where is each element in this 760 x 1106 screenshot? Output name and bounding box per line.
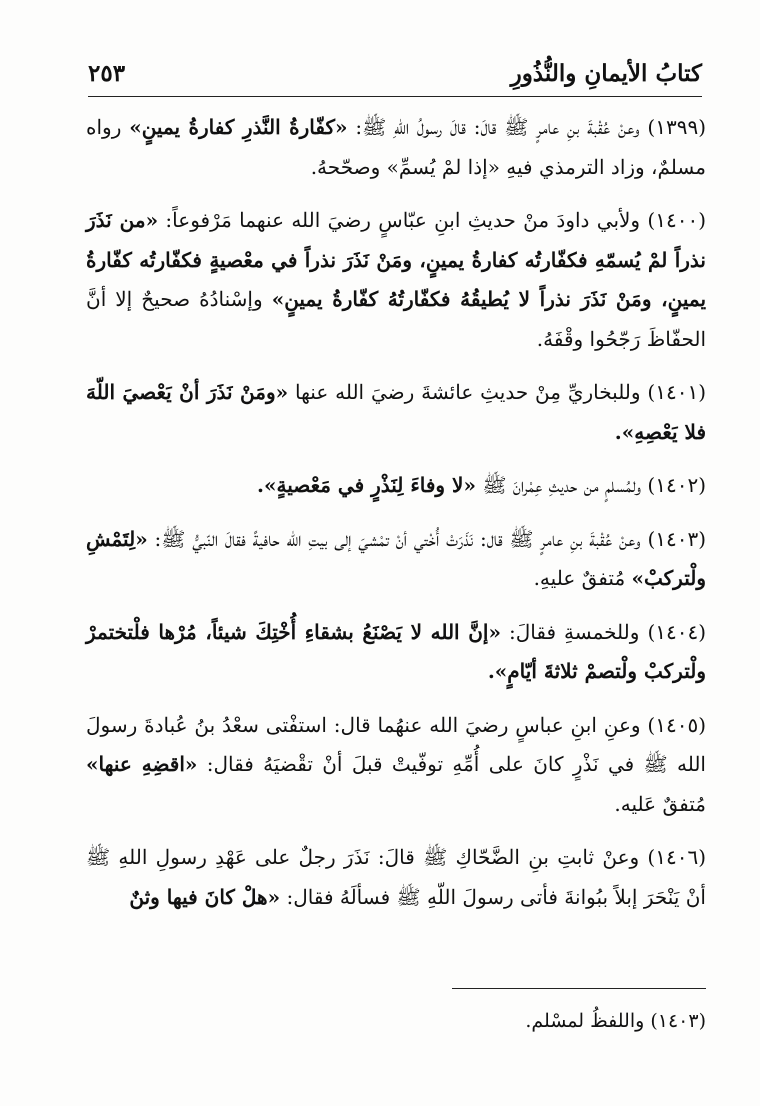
hadith-quote: «من نَذَرَ نذراً لمْ يُسمّهِ فكفّارتُه كفارةُ يمينٍ، ومَنْ نَذَرَ نذراً في معْصيةٍ فكفّارتُه كفّارةُ يمينٍ، ومَنْ نَذَرَ نذراً لا يُطيقُهُ فكفّارتُهُ كفّارةُ يمينٍ» [86,208,707,311]
hadith-tail: مُتفقٌ عَليه. [614,791,706,816]
hadith-number: (١٤٠٤) [647,619,707,644]
hadith-quote: «هلْ كانَ فيها وثنٌ [129,884,281,909]
hadith-text: وللخمسةِ فقالَ: [508,619,640,644]
running-header [88,56,702,97]
hadith-text: وعنْ ثابتِ بنِ الضَّحّاكِ ﷺ قالَ: نَذَرَ رجلٌ على عَهْدِ رسولِ اللهِ ﷺ أنْ يَنْحَرَ إبلاً ببُوانةَ فأتى رسولَ اللّهِ ﷺ فسألَهُ فقال: [86,845,706,909]
hadith-paragraph-1401 [86,373,706,452]
hadith-text: وعنْ عُقْبةَ بنِ عامرٍ ﷺ قال: نَذَرَتْ أُخْتي أنْ تمْشيَ إلى بيتِ الله حافيةً فقالَ النّبيُّ ﷺ: [154,526,641,551]
hadith-number: (١٤٠٠) [647,208,706,232]
hadith-paragraph-1403 [86,520,706,599]
hadith-number: (١٤٠٣) [647,526,707,551]
hadith-text: وعنْ عُقْبةَ بنِ عامرٍ ﷺ قالَ: قالَ رسولُ اللهِ ﷺ: [355,115,640,139]
hadith-number: (١٤٠٥) [647,712,706,737]
hadith-number: (١٤٠١) [647,380,707,404]
hadith-tail: مُتفقٌ عليهِ. [533,566,626,590]
hadith-number: (١٤٠٦) [647,845,707,869]
footnote-divider [452,988,706,989]
hadith-quote: «لِتَمْشِ ولْتركبْ» [86,526,706,590]
hadith-quote: «كفّارةُ النَّذرِ كفارةُ يمينٍ» [129,115,348,139]
hadith-quote: «اقضِهِ عنها» [86,752,198,776]
chapter-title: كتابُ الأيمانِ والنُّذُورِ [510,60,702,87]
hadith-number: (١٣٩٩) [647,115,706,139]
hadith-text: وللبخاريِّ مِنْ حديثِ عائشةَ رضيَ الله عنها [294,380,641,404]
hadith-tail: وإسْنادُهُ صحيحٌ إلا أنَّ الحفّاظَ رَجّحُوا وقْفَهُ. [86,287,706,351]
hadith-text: ولمُسلمٍ من حديثِ عِمْرانَ ﷺ [482,473,642,497]
hadith-paragraph-1406 [86,838,706,917]
hadith-quote: «لا وفاءَ لِنَذْرٍ في مَعْصيةٍ». [257,473,476,497]
hadith-quote: «إنَّ الله لا يَصْنَعُ بشقاءِ أُخْتِكَ شيئاً، مُرْها فلْتختمرْ ولْتركبْ ولْتصمْ ثلاثةَ أيّامٍ». [86,619,706,683]
hadith-text: وعنِ ابنِ عباسٍ رضيَ الله عنهُما قال: استفْتى سعْدُ بنُ عُبادةَ رسولَ الله ﷺ في نَذْرٍ كانَ على أُمِّهِ توفّيتْ قبلَ أنْ تقْضيَهُ فقال: [86,712,706,776]
main-text [86,108,706,931]
hadith-paragraph-1400 [86,201,706,359]
hadith-number: (١٤٠٢) [647,473,706,497]
hadith-quote: «ومَنْ نَذَرَ أنْ يَعْصيَ اللّهَ فلا يَعْصِهِ». [86,380,706,444]
hadith-paragraph-1405 [86,706,706,825]
footnote: (١٤٠٣) واللفظُ لمسْلم. [525,1010,706,1032]
page-number: ٢٥٣ [88,60,126,87]
hadith-paragraph-1402 [86,466,706,506]
hadith-text: ولأبي داودَ منْ حديثِ ابنِ عبّاسٍ رضيَ الله عنهما مَرْفوعاً: [165,208,641,232]
hadith-tail: رواه مسلمٌ، وزاد الترمذي فيهِ «إذا لمْ يُسمِّ» وصحّحهُ. [86,115,706,179]
hadith-paragraph-1404 [86,613,706,692]
hadith-paragraph-1399 [86,108,706,187]
